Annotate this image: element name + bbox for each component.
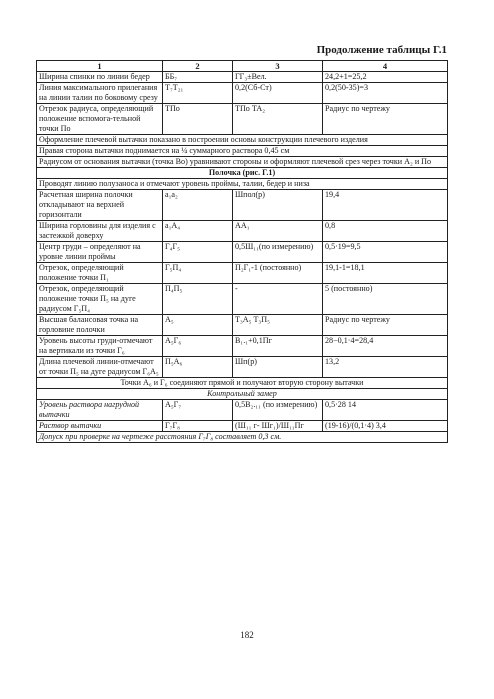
row-description: Центр груди – определяют на уровне линии проймы [37,242,163,263]
row-description: Высшая балансовая точка на горловине полочки [37,315,163,336]
row-result: 28−0,1·4=28,4 [323,336,448,357]
table-continuation-caption: Продолжение таблицы Г.1 [316,44,447,56]
row-notation: П₄П₅ [163,284,233,315]
table-row [37,242,448,263]
row-description: Отрезок радиуса, определяющий положение вспомога-тельной точки По [37,104,163,135]
row-result: 0,2(50-35)=3 [323,83,448,104]
row-formula: Т₃А₅ Т₃П₅ [233,315,323,336]
row-description: Длина плечевой линии-отмечают от точки П₅ на дуге радиусом Г₆А₅ [37,357,163,378]
row-description: Отрезок, определяющий положение точки П₅ на дуге радиусом Г₅П₄ [37,284,163,315]
row-description: Уровень высоты груди-отмечают на вертикали из точки Г₆ [37,336,163,357]
section-heading: Полочка (рис. Г.1) [37,168,448,179]
row-notation: А₅Г₇ [163,400,233,421]
note-text: Проводят линию полузаноса и отмечают уровень проймы, талии, бедер и низа [37,179,448,190]
row-description: Уровень раствора нагрудной вытачки [37,400,163,421]
row-description: Ширина спинки по линии бедер [37,72,163,83]
table-row [37,421,448,432]
row-notation: Г₅П₄ [163,263,233,284]
subsection-heading: Контрольный замер [37,389,448,400]
row-result: 19,1-1=18,1 [323,263,448,284]
note-text: Правая сторона вытачки поднимается на ¼ суммарного раствора 0,45 см [37,146,448,157]
section-row [37,168,448,179]
row-description: Расчетная ширина полочки откладывают на верхней горизонтали [37,190,163,221]
row-formula: ТПо ТА₂ [233,104,323,135]
row-formula: АА₁ [233,221,323,242]
row-notation: ББ₇ [163,72,233,83]
row-formula: В₁.₁+0,1Пг [233,336,323,357]
row-result: Радиус по чертежу [323,315,448,336]
table-row [37,336,448,357]
table-row [37,221,448,242]
note-row [37,135,448,146]
row-formula: ГГ₃±Вел. [233,72,323,83]
row-description: Раствор вытачки [37,421,163,432]
note-row [37,146,448,157]
row-notation: а₁а₂ [163,190,233,221]
row-notation: ТПо [163,104,233,135]
row-formula: Шп(р) [233,357,323,378]
row-result: 19,4 [323,190,448,221]
table-row [37,190,448,221]
note-row [37,432,448,443]
table-header-row [37,61,448,72]
row-notation: Г₇Г₈ [163,421,233,432]
header-cell: 4 [323,61,448,72]
note-text: Оформление плечевой вытачки показано в построении основы конструкции плечевого изделия [37,135,448,146]
row-formula: - [233,284,323,315]
row-formula: 0,2(Сб-Ст) [233,83,323,104]
table-row [37,263,448,284]
table-row [37,315,448,336]
header-cell: 2 [163,61,233,72]
row-description: Линия максимального прилегания на линии талии по боковому срезу [37,83,163,104]
row-description: Ширина горловины для изделия с застежкой доверху [37,221,163,242]
row-result: 24,2+1=25,2 [323,72,448,83]
note-row [37,179,448,190]
row-formula: Шпол(р) [233,190,323,221]
table-row [37,400,448,421]
header-cell: 3 [233,61,323,72]
row-formula: (Ш₁₁ г- Шг₁)/Ш₁₁Пг [233,421,323,432]
page-number: 182 [240,630,254,640]
row-notation: Г₄Г₅ [163,242,233,263]
row-formula: 0,5В₂.₁₁ (по измерению) [233,400,323,421]
table-row [37,104,448,135]
row-notation: А₅ [163,315,233,336]
subsection-row [37,389,448,400]
row-formula: 0,5Ш₁₁(по измерению) [233,242,323,263]
row-notation: а₁А₄ [163,221,233,242]
note-text: Допуск при проверке на чертеже расстояния Г₇Г₈ составляет 0,3 см. [37,432,448,443]
row-notation: А₅Г₆ [163,336,233,357]
row-result: Радиус по чертежу [323,104,448,135]
note-row [37,378,448,389]
row-description: Отрезок, определяющий положение точки П₁ [37,263,163,284]
row-result: (19-16)/(0,1·4) 3,4 [323,421,448,432]
row-notation: Т₇Т₂₁ [163,83,233,104]
row-result: 0,5·28 14 [323,400,448,421]
row-result: 0,8 [323,221,448,242]
row-notation: П₅А₆ [163,357,233,378]
specification-table [36,60,448,443]
note-row [37,157,448,168]
row-formula: П₂Г₁-1 (постоянно) [233,263,323,284]
table-row [37,83,448,104]
note-text: Точки А₆ и Г₆ соединяют прямой и получают вторую сторону вытачки [37,378,448,389]
row-result: 0,5·19=9,5 [323,242,448,263]
table-row [37,72,448,83]
note-text: Радиусом от основания вытачки (точка Во) уравнивают стороны и оформляют плечевой срез через точки А₂ и По [37,157,448,168]
table-row [37,357,448,378]
row-result: 13,2 [323,357,448,378]
row-result: 5 (постоянно) [323,284,448,315]
table-row [37,284,448,315]
header-cell: 1 [37,61,163,72]
